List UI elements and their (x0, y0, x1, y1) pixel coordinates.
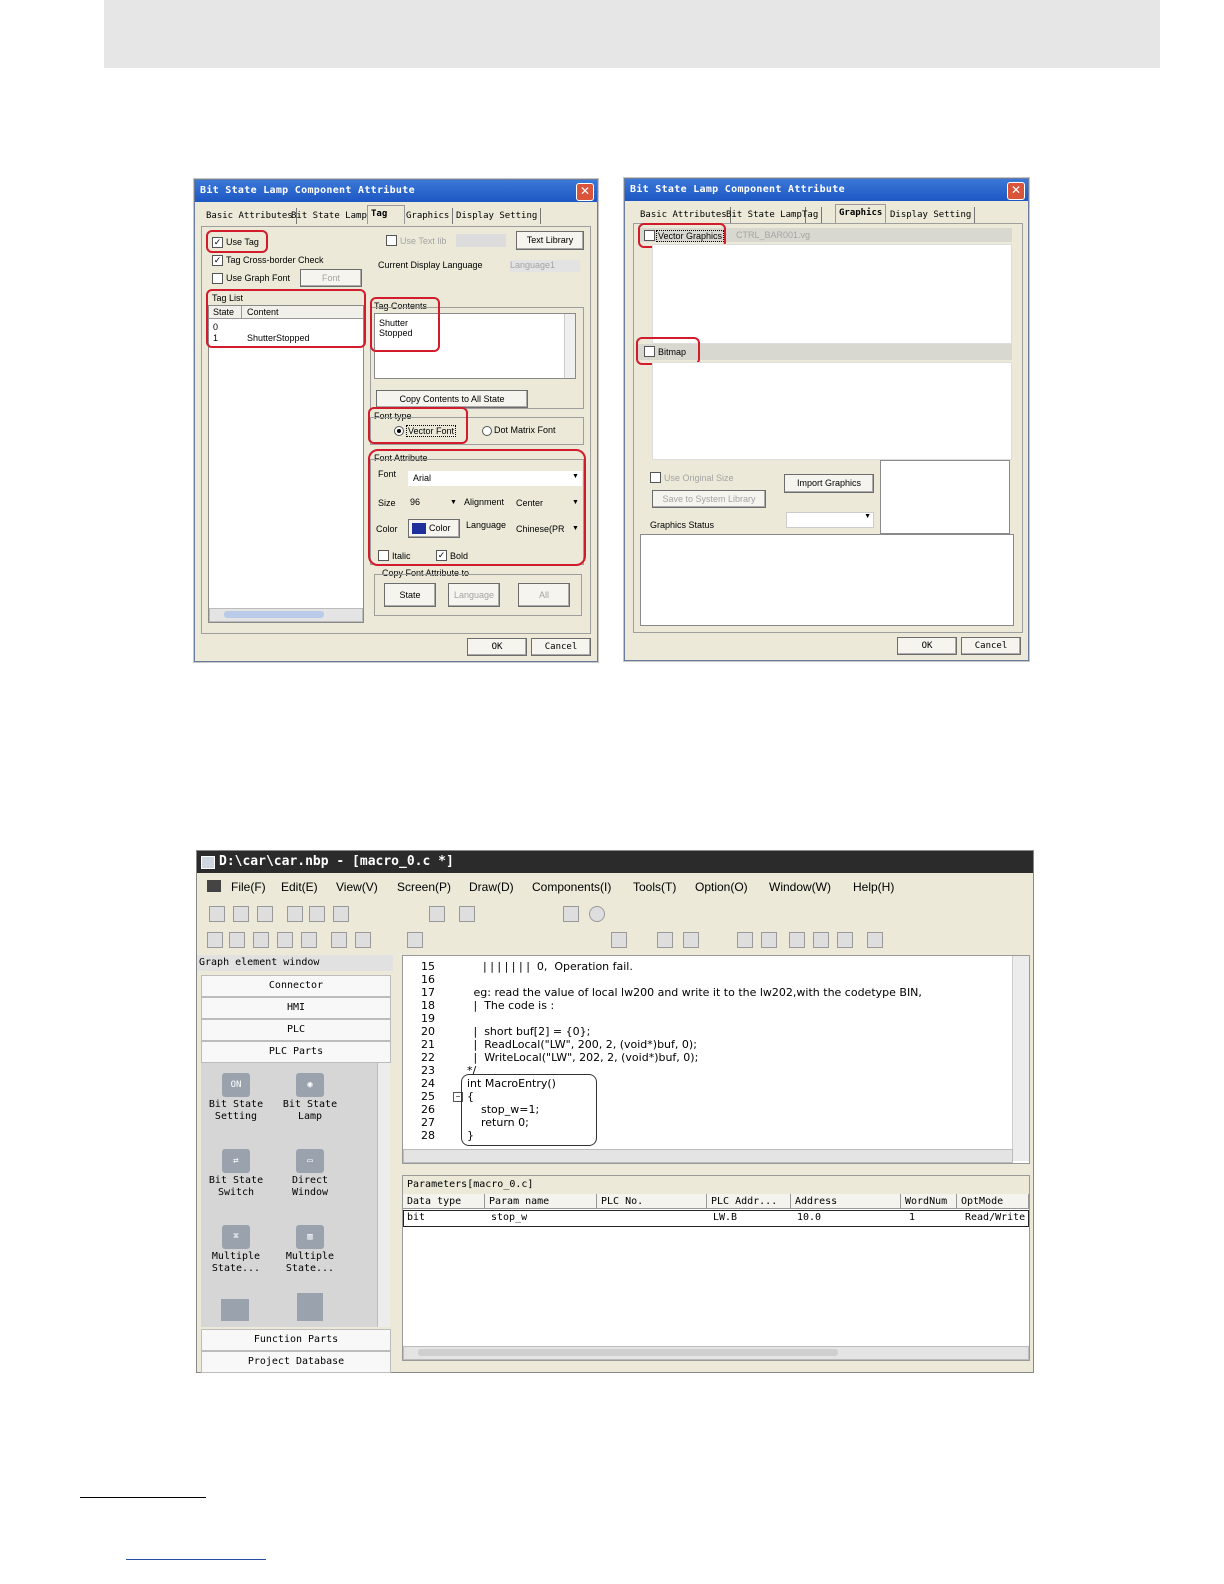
tab-bar (633, 207, 1023, 223)
menu-edit[interactable]: Edit(E) (281, 880, 318, 894)
col-content: Content (247, 307, 279, 317)
dot-matrix-label: Dot Matrix Font (494, 425, 556, 435)
graphics-tab-panel (633, 223, 1023, 633)
code-editor[interactable]: 15 | | | | | | | 0, Operation fail. 16 17 eg: read the value of local lw200 and write it to the lw202,with the codetype BIN, 18 | The code is : 19 20 | short buf[2] = {0}; 21 | ReadLocal("LW", 200, 2, (void*)buf, 0); 22 | WriteLocal("LW", 202, 2, (void*)buf, 0); 23 */ 24 int MacroEntry() 25 { 26 stop_w=1; 27 return 0; 28 } − (402, 955, 1030, 1164)
save-icon[interactable] (257, 906, 273, 922)
language-label: Language (466, 520, 507, 530)
contents-vscroll[interactable] (564, 314, 575, 378)
tab-basic-attributes[interactable]: Basic Attributes (637, 207, 731, 223)
font-combo[interactable]: Arial (408, 471, 582, 486)
param-address: 10.0 (797, 1212, 822, 1223)
import-graphics-button[interactable]: Import Graphics (784, 474, 874, 493)
col-plc-addr[interactable]: PLC Addr... (707, 1194, 791, 1209)
tool-icon[interactable] (407, 932, 423, 948)
tool-icon[interactable] (813, 932, 829, 948)
language-combo[interactable]: Chinese(PR (516, 524, 565, 534)
col-optmode[interactable]: OptMode (957, 1194, 1029, 1209)
ok-button[interactable]: OK (467, 638, 527, 656)
close-icon[interactable]: ✕ (576, 183, 594, 201)
tool-icon[interactable] (207, 932, 223, 948)
tab-graphics[interactable]: Graphics (403, 208, 453, 224)
tool-icon[interactable] (277, 932, 293, 948)
menu-draw[interactable]: Draw(D) (469, 880, 514, 894)
help-icon[interactable] (589, 906, 605, 922)
tag-contents-title: Tag Contents (374, 301, 428, 311)
tag-row-content[interactable]: ShutterStopped (247, 333, 310, 343)
vector-font-label: Vector Font (408, 426, 455, 436)
param-wordnum: 1 (909, 1212, 916, 1223)
alignment-combo[interactable]: Center (516, 498, 544, 508)
tool-icon[interactable] (355, 932, 371, 948)
collapse-icon[interactable]: − (453, 1092, 463, 1102)
parts-scrollbar[interactable] (377, 1063, 390, 1327)
tag-cross-border-label: Tag Cross-border Check (226, 255, 324, 265)
all-button[interactable]: All (518, 583, 570, 607)
param-name: stop_w (491, 1212, 528, 1223)
col-plc-no[interactable]: PLC No. (597, 1194, 707, 1209)
font-button[interactable]: Font (300, 269, 362, 287)
param-data-type: bit (407, 1212, 426, 1223)
bit-state-setting-part[interactable]: ON Bit State Setting (201, 1073, 271, 1123)
tool-icon[interactable] (229, 932, 245, 948)
copy-icon[interactable] (309, 906, 325, 922)
plc-parts-button[interactable]: PLC Parts (201, 1041, 391, 1063)
tool-icon[interactable] (837, 932, 853, 948)
highlight-font-attribute (368, 449, 586, 566)
bold-checkbox[interactable]: ✓ (437, 550, 446, 560)
menu-tools[interactable]: Tools(T) (633, 880, 677, 894)
open-folder-icon[interactable] (233, 906, 249, 922)
chevron-down-icon: ▼ (864, 513, 871, 520)
copy-font-attr-title: Copy Font Attribute to (382, 568, 470, 578)
header-band (104, 0, 1160, 68)
tab-bar (203, 208, 593, 224)
display-language-combo[interactable]: Language1 (510, 260, 580, 272)
col-address[interactable]: Address (791, 1194, 901, 1209)
tag-tab-panel (201, 226, 591, 634)
use-text-lib-label: Use Text lib (400, 236, 447, 246)
dot-matrix-radio[interactable] (482, 426, 492, 436)
menu-bar (197, 875, 1033, 899)
undo-icon[interactable] (429, 906, 445, 922)
font-type-title: Font type (374, 411, 412, 421)
code-hscroll[interactable] (403, 1149, 1013, 1163)
tab-tag[interactable]: Tag (367, 205, 405, 224)
color-button-label: Color (429, 523, 451, 533)
param-plc-addr: LW.B (713, 1212, 738, 1223)
menu-icon[interactable] (207, 880, 221, 892)
part-icon[interactable] (297, 1293, 323, 1321)
graphics-status-label: Graphics Status (650, 520, 715, 530)
toolbar-1 (197, 901, 1033, 925)
graphics-status-box (640, 534, 1014, 626)
close-icon[interactable]: ✕ (1007, 182, 1025, 200)
menu-file[interactable]: File(F) (231, 880, 266, 894)
vector-file-name: CTRL_BAR001.vg (736, 230, 811, 240)
use-text-lib-checkbox[interactable] (386, 235, 397, 246)
dialog-title: Bit State Lamp Component Attribute (625, 179, 1028, 201)
tab-bit-state-lamp[interactable]: Bit State Lamp (723, 207, 806, 223)
col-wordnum[interactable]: WordNum (901, 1194, 957, 1209)
vector-graphics-preview (652, 244, 1012, 344)
bitmap-label: Bitmap (658, 347, 687, 357)
code-vscroll[interactable] (1012, 956, 1029, 1161)
tool-icon[interactable] (789, 932, 805, 948)
scroll-thumb[interactable] (224, 611, 324, 618)
tool-icon[interactable] (253, 932, 269, 948)
tag-contents-line: Shutter (379, 318, 409, 328)
tag-row-state[interactable]: 0 (213, 322, 219, 332)
chevron-down-icon[interactable]: ▼ (572, 473, 579, 480)
multiple-state-icon: ⌘ (222, 1225, 250, 1249)
menu-window[interactable]: Window(W) (769, 880, 831, 894)
current-display-language-label: Current Display Language (378, 260, 483, 270)
use-tag-checkbox[interactable]: ✓ (213, 237, 222, 247)
plc-button[interactable]: PLC (201, 1019, 391, 1041)
menu-screen[interactable]: Screen(P) (397, 880, 452, 894)
cancel-button[interactable]: Cancel (531, 638, 591, 656)
font-attribute-title: Font Attribute (374, 453, 428, 463)
tool-icon[interactable] (737, 932, 753, 948)
cut-icon[interactable] (287, 906, 303, 922)
direct-window-icon: ▭ (296, 1149, 324, 1173)
tool-icon[interactable] (867, 932, 883, 948)
graph-element-window (197, 955, 393, 1372)
bit-state-lamp-icon: ◉ (296, 1073, 324, 1097)
tag-list-title: Tag List (212, 293, 244, 303)
project-database-button[interactable]: Project Database (201, 1351, 391, 1373)
bitmap-preview (652, 362, 1012, 460)
use-graph-font-label: Use Graph Font (226, 273, 291, 283)
toolbar-2 (197, 927, 1033, 951)
bit-state-switch-icon: ⇄ (222, 1149, 250, 1173)
bit-state-switch-part[interactable]: ⇄ Bit State Switch (201, 1149, 271, 1199)
use-graph-font-checkbox[interactable] (212, 273, 223, 284)
tag-dialog (194, 179, 598, 662)
multiple-state-icon: ▥ (296, 1225, 324, 1249)
tool-icon[interactable] (683, 932, 699, 948)
connector-button[interactable]: Connector (201, 975, 391, 997)
color-label: Color (376, 524, 398, 534)
text-library-button[interactable]: Text Library (516, 231, 584, 250)
tool-icon[interactable] (301, 932, 317, 948)
footnote-rule (80, 1497, 206, 1498)
graphics-dialog (624, 178, 1029, 661)
language-button[interactable]: Language (448, 583, 500, 607)
footer-link-rule (126, 1559, 266, 1560)
scroll-thumb[interactable] (418, 1349, 838, 1356)
tag-contents-line: Stopped (379, 328, 413, 338)
function-parts-button[interactable]: Function Parts (201, 1329, 391, 1351)
ide-window (196, 850, 1034, 1373)
chevron-down-icon[interactable]: ▼ (572, 525, 579, 532)
tag-list-scrollbar[interactable] (209, 608, 363, 622)
tab-graphics[interactable]: Graphics (835, 204, 886, 223)
tool-icon[interactable] (611, 932, 627, 948)
size-combo[interactable]: 96 (410, 497, 421, 507)
menu-components[interactable]: Components(I) (532, 880, 612, 894)
col-state: State (213, 307, 235, 317)
highlight-use-tag (206, 230, 268, 253)
menu-option[interactable]: Option(O) (695, 880, 748, 894)
size-label: Size (378, 498, 396, 508)
graphics-status-combo[interactable] (786, 512, 874, 528)
tag-list (208, 305, 364, 623)
multiple-state-part[interactable]: ⌘ Multiple State... (201, 1225, 271, 1275)
vector-graphics-label: Vector Graphics (658, 231, 723, 241)
graph-window-title: Graph element window (197, 955, 393, 971)
parameters-title: Parameters[macro_0.c] (403, 1176, 1029, 1194)
tab-tag[interactable]: Tag (799, 207, 822, 223)
col-data-type[interactable]: Data type (403, 1194, 485, 1209)
italic-label: Italic (392, 551, 411, 561)
tool-icon[interactable] (657, 932, 673, 948)
tag-row-state[interactable]: 1 (213, 333, 219, 343)
highlight-bitmap (636, 337, 700, 365)
graphics-thumbnail (880, 460, 1010, 534)
param-optmode: Read/Write (965, 1212, 1026, 1223)
new-file-icon[interactable] (209, 906, 225, 922)
bit-state-setting-icon: ON (222, 1073, 250, 1097)
state-button[interactable]: State (384, 583, 436, 607)
cancel-button[interactable]: Cancel (961, 637, 1021, 655)
ok-button[interactable]: OK (897, 637, 957, 655)
chevron-down-icon[interactable]: ▼ (450, 499, 457, 506)
tab-basic-attributes[interactable]: Basic Attributes (203, 208, 297, 224)
copy-contents-button[interactable]: Copy Contents to All State (376, 390, 528, 408)
tool-icon[interactable] (331, 932, 347, 948)
use-tag-label: Use Tag (226, 237, 259, 247)
multiple-state-part[interactable]: ▥ Multiple State... (275, 1225, 345, 1275)
highlight-tag-contents (370, 297, 440, 352)
params-hscroll[interactable] (403, 1346, 1029, 1360)
highlight-font-type (368, 407, 468, 444)
param-plc-no (599, 1210, 603, 1225)
alignment-label: Alignment (464, 497, 505, 507)
highlight-macro-entry (461, 1074, 597, 1146)
hmi-button[interactable]: HMI (201, 997, 391, 1019)
tab-bit-state-lamp[interactable]: Bit State Lamp (288, 208, 371, 224)
paste-icon[interactable] (333, 906, 349, 922)
parts-palette (201, 1063, 389, 1327)
zoom-icon[interactable] (563, 906, 579, 922)
font-label: Font (378, 469, 397, 479)
menu-help[interactable]: Help(H) (853, 880, 895, 894)
find-icon[interactable] (459, 906, 475, 922)
chevron-down-icon[interactable]: ▼ (572, 499, 579, 506)
col-param-name[interactable]: Param name (485, 1194, 597, 1209)
text-lib-combo[interactable] (456, 234, 506, 247)
part-icon[interactable] (221, 1299, 249, 1321)
bold-label: Bold (450, 551, 469, 561)
direct-window-part[interactable]: ▭ Direct Window (275, 1149, 345, 1199)
bit-state-lamp-part[interactable]: ◉ Bit State Lamp (275, 1073, 345, 1123)
highlight-tag-list (206, 289, 366, 348)
app-icon (201, 856, 215, 869)
menu-view[interactable]: View(V) (336, 880, 378, 894)
dialog-title: Bit State Lamp Component Attribute (195, 180, 597, 202)
parameters-panel (402, 1175, 1030, 1361)
tab-display-setting[interactable]: Display Setting (887, 207, 975, 223)
use-original-size-checkbox[interactable] (650, 472, 661, 483)
ide-title: D:\car\car.nbp - [macro_0.c *] (197, 851, 1033, 873)
use-original-size-label: Use Original Size (664, 473, 734, 483)
tab-display-setting[interactable]: Display Setting (453, 208, 541, 224)
save-system-library-button[interactable]: Save to System Library (652, 490, 766, 508)
tool-icon[interactable] (761, 932, 777, 948)
tag-cross-border-checkbox[interactable]: ✓ (213, 255, 222, 265)
